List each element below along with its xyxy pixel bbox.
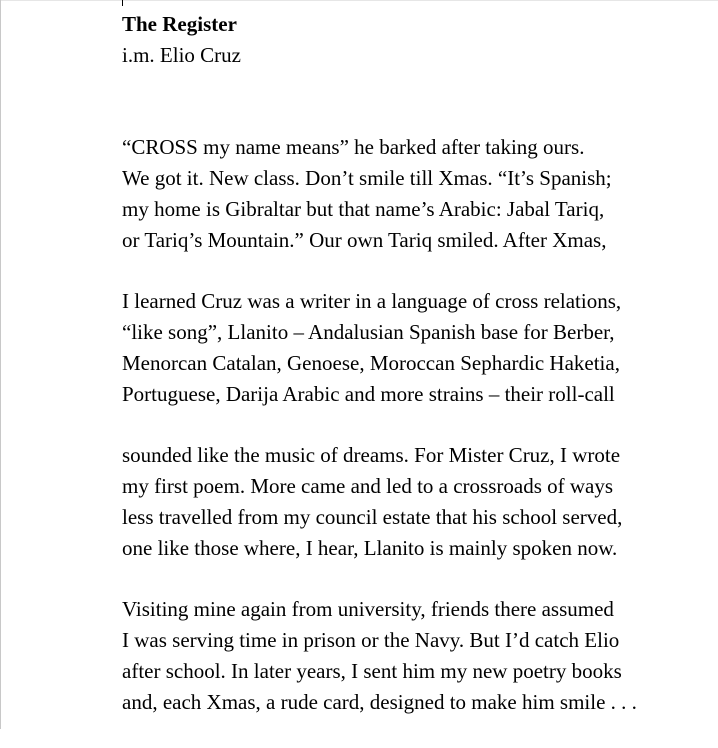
poem-line: after school. In later years, I sent him my new poetry books	[122, 659, 622, 683]
page-top-border	[0, 0, 718, 1]
poem-title: The Register	[122, 12, 237, 36]
poem-line: and, each Xmas, a rude card, designed to make him smile . . .	[122, 690, 637, 714]
poem-line: or Tariq’s Mountain.” Our own Tariq smiled. After Xmas,	[122, 228, 607, 252]
poem-line: I learned Cruz was a writer in a language of cross relations,	[122, 289, 622, 313]
poem-line: sounded like the music of dreams. For Mister Cruz, I wrote	[122, 443, 621, 467]
poem-line: Portuguese, Darija Arabic and more strains – their roll-call	[122, 382, 615, 406]
poem-line: less travelled from my council estate that his school served,	[122, 505, 623, 529]
document-body[interactable]	[122, 9, 712, 748]
stanza-4	[122, 594, 712, 718]
poem-line: Visiting mine again from university, friends there assumed	[122, 597, 614, 621]
poem-line: “CROSS my name means” he barked after taking ours.	[122, 135, 585, 159]
poem-dedication: i.m. Elio Cruz	[122, 43, 241, 67]
stanza-3	[122, 440, 712, 564]
poem-line: Menorcan Catalan, Genoese, Moroccan Sephardic Haketia,	[122, 351, 620, 375]
poem-line: one like those where, I hear, Llanito is mainly spoken now.	[122, 536, 618, 560]
poem-line: We got it. New class. Don’t smile till Xmas. “It’s Spanish;	[122, 166, 612, 190]
stanza-2	[122, 286, 712, 410]
poem-line: my first poem. More came and led to a crossroads of ways	[122, 474, 614, 498]
text-cursor	[122, 0, 123, 6]
poem-line: my home is Gibraltar but that name’s Arabic: Jabal Tariq,	[122, 197, 605, 221]
page-left-border	[0, 0, 1, 729]
poem-line: I was serving time in prison or the Navy. But I’d catch Elio	[122, 628, 620, 652]
stanza-1	[122, 132, 712, 256]
blank-lines	[122, 71, 712, 132]
poem-line: “like song”, Llanito – Andalusian Spanish base for Berber,	[122, 320, 615, 344]
